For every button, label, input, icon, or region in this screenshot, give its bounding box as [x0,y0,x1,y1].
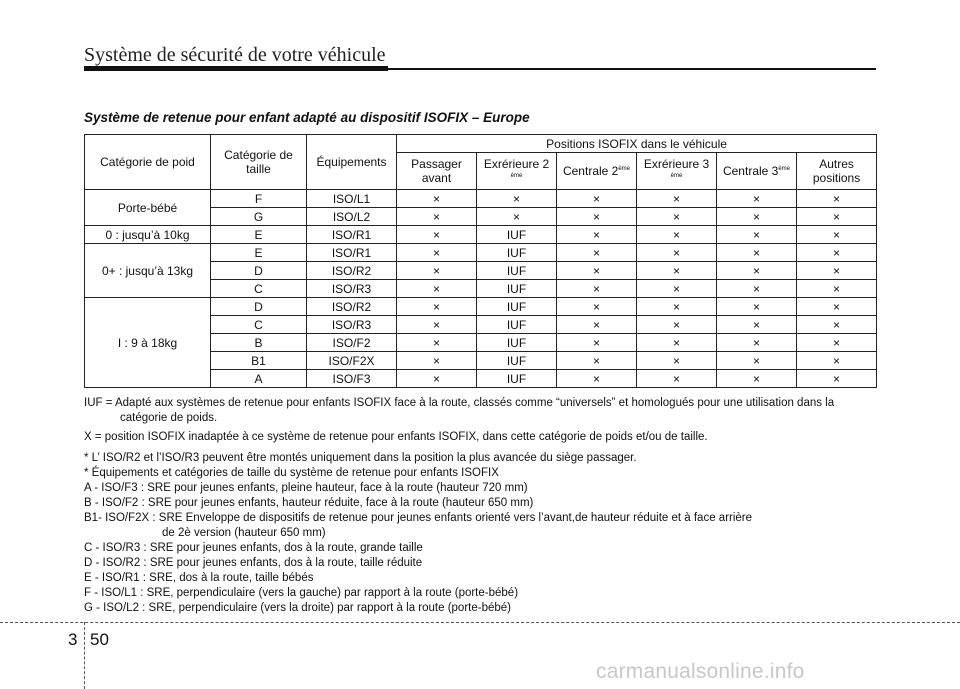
cell-centrale-3: × [717,316,797,334]
cell-centrale-3: × [717,298,797,316]
note-star-1: * L’ ISO/R2 et l’ISO/R3 peuvent être montés uniquement dans la position la plus avancée du siège passager. [84,452,637,464]
cell-taille: B1 [211,352,307,370]
cell-taille: D [211,298,307,316]
cell-taille: C [211,316,307,334]
cell-exterieure-2: × [477,208,557,226]
table-row [85,244,877,262]
table-row [85,298,877,316]
note-iuf: IUF = Adapté aux systèmes de retenue pour enfants ISOFIX face à la route, classés comme “universels” et homologués pour une utilisation dans la catégorie de poids. [84,397,835,424]
table-row [85,226,877,244]
header-rule-thin [388,68,876,70]
cell-passager-avant: × [397,316,477,334]
cell-passager-avant: × [397,226,477,244]
cell-exterieure-3: × [637,208,717,226]
page-number: 50 [90,630,109,649]
note-g: G - ISO/L2 : SRE, perpendiculaire (vers la droite) par rapport à la route (porte-bébé) [84,602,511,614]
note-b1-line-2: de 2è version (hauteur 650 mm) [162,527,326,539]
cell-equipement: ISO/F2 [307,334,397,352]
cell-equipement: ISO/R1 [307,226,397,244]
cell-exterieure-3: × [637,244,717,262]
cell-equipement: ISO/R2 [307,298,397,316]
header-cell-equipements: Équipements [307,135,397,190]
cell-centrale-2: × [557,352,637,370]
cell-centrale-2: × [557,244,637,262]
notes-block [84,396,876,616]
cell-passager-avant: × [397,334,477,352]
cell-autres-positions: × [797,370,877,388]
cell-taille: D [211,262,307,280]
note-c: C - ISO/R3 : SRE pour jeunes enfants, dos à la route, grande taille [84,542,423,554]
cell-exterieure-3: × [637,226,717,244]
cell-autres-positions: × [797,280,877,298]
note-star-2: * Équipements et catégories de taille du système de retenue pour enfants ISOFIX [84,467,499,479]
cell-exterieure-2: IUF [477,226,557,244]
header-cell-poids: Catégorie de poid [85,135,211,190]
cell-centrale-2: × [557,370,637,388]
cell-passager-avant: × [397,298,477,316]
cell-exterieure-2: IUF [477,280,557,298]
cell-autres-positions: × [797,352,877,370]
cell-taille: G [211,208,307,226]
header-cell-taille: Catégorie de taille [211,135,307,190]
cell-taille: F [211,190,307,208]
cell-autres-positions: × [797,334,877,352]
cell-centrale-3: × [717,244,797,262]
cell-exterieure-2: IUF [477,352,557,370]
cell-autres-positions: × [797,316,877,334]
cell-autres-positions: × [797,262,877,280]
cell-equipement: ISO/R3 [307,316,397,334]
note-e: E - ISO/R1 : SRE, dos à la route, taille bébés [84,572,314,584]
cell-passager-avant: × [397,352,477,370]
cell-centrale-3: × [717,190,797,208]
note-d: D - ISO/R2 : SRE pour jeunes enfants, dos à la route, taille réduite [84,557,423,569]
cell-taille: B [211,334,307,352]
cell-passager-avant: × [397,190,477,208]
group-0: 0 : jusqu’à 10kg [85,226,211,244]
cell-equipement: ISO/R2 [307,262,397,280]
table-row [85,190,877,208]
cell-centrale-3: × [717,280,797,298]
cell-taille: E [211,226,307,244]
subheader-passager-avant: Passager avant [397,153,477,190]
cell-exterieure-2: IUF [477,298,557,316]
cell-equipement: ISO/R1 [307,244,397,262]
group-0-plus: 0+ : jusqu’à 13kg [85,244,211,298]
cell-equipement: ISO/R3 [307,280,397,298]
cell-centrale-2: × [557,226,637,244]
cell-centrale-3: × [717,262,797,280]
cell-autres-positions: × [797,208,877,226]
cell-taille: A [211,370,307,388]
cell-passager-avant: × [397,244,477,262]
cell-centrale-3: × [717,226,797,244]
cell-centrale-3: × [717,208,797,226]
cell-centrale-2: × [557,190,637,208]
cell-passager-avant: × [397,280,477,298]
isofix-table [84,134,877,388]
cell-exterieure-3: × [637,352,717,370]
footer-dashed-rule [0,622,960,623]
table-header-row [85,135,877,153]
cell-exterieure-3: × [637,298,717,316]
note-x: X = position ISOFIX inadaptée à ce système de retenue pour enfants ISOFIX, dans cette catégorie de poids et/ou de taille. [84,431,708,443]
cell-exterieure-3: × [637,334,717,352]
cell-exterieure-2: IUF [477,262,557,280]
cell-autres-positions: × [797,298,877,316]
subheader-centrale-2: Centrale 2ème [557,153,637,190]
note-f: F - ISO/L1 : SRE, perpendiculaire (vers la gauche) par rapport à la route (porte-bébé) [84,587,519,599]
cell-exterieure-3: × [637,190,717,208]
cell-centrale-2: × [557,208,637,226]
note-b: B - ISO/F2 : SRE pour jeunes enfants, hauteur réduite, face à la route (hauteur 650 mm) [84,497,534,509]
note-a: A - ISO/F3 : SRE pour jeunes enfants, pleine hauteur, face à la route (hauteur 720 mm) [84,482,528,494]
page-header-title: Système de sécurité de votre véhicule [84,44,386,66]
cell-equipement: ISO/F3 [307,370,397,388]
cell-taille: C [211,280,307,298]
subheader-autres-positions: Autres positions [797,153,877,190]
group-porte-bebe: Porte-bébé [85,190,211,226]
cell-equipement: ISO/F2X [307,352,397,370]
subheader-exterieure-2: Exrérieure 2 $^{ème}$ [477,153,557,190]
footer-dashed-divider [84,622,85,689]
cell-exterieure-3: × [637,262,717,280]
group-1: I : 9 à 18kg [85,298,211,388]
subheader-centrale-3: Centrale 3ème [717,153,797,190]
header-cell-positions: Positions ISOFIX dans le véhicule [397,135,877,153]
cell-centrale-3: × [717,334,797,352]
cell-centrale-2: × [557,298,637,316]
cell-exterieure-2: IUF [477,316,557,334]
cell-passager-avant: × [397,208,477,226]
cell-centrale-2: × [557,280,637,298]
note-b1-line-1: B1- ISO/F2X : SRE Enveloppe de dispositifs de retenue pour jeunes enfants orienté vers l’avant,de hauteur réduite et à face arrière [84,512,753,524]
cell-autres-positions: × [797,190,877,208]
cell-exterieure-2: × [477,190,557,208]
cell-exterieure-2: IUF [477,370,557,388]
cell-centrale-2: × [557,262,637,280]
cell-taille: E [211,244,307,262]
cell-exterieure-2: IUF [477,244,557,262]
cell-passager-avant: × [397,370,477,388]
cell-centrale-3: × [717,370,797,388]
section-heading: Système de retenue pour enfant adapté au dispositif ISOFIX – Europe [84,110,530,125]
cell-centrale-3: × [717,352,797,370]
cell-equipement: ISO/L1 [307,190,397,208]
cell-passager-avant: × [397,262,477,280]
header-rule-thick [84,66,388,71]
cell-exterieure-3: × [637,370,717,388]
cell-exterieure-2: IUF [477,334,557,352]
cell-autres-positions: × [797,226,877,244]
watermark: carmanualsonline.info [596,660,805,683]
cell-autres-positions: × [797,244,877,262]
cell-centrale-2: × [557,334,637,352]
cell-centrale-2: × [557,316,637,334]
cell-exterieure-3: × [637,280,717,298]
cell-equipement: ISO/L2 [307,208,397,226]
cell-exterieure-3: × [637,316,717,334]
subheader-exterieure-3: Exrérieure 3 $^{ème}$ [637,153,717,190]
chapter-number: 3 [68,630,78,649]
